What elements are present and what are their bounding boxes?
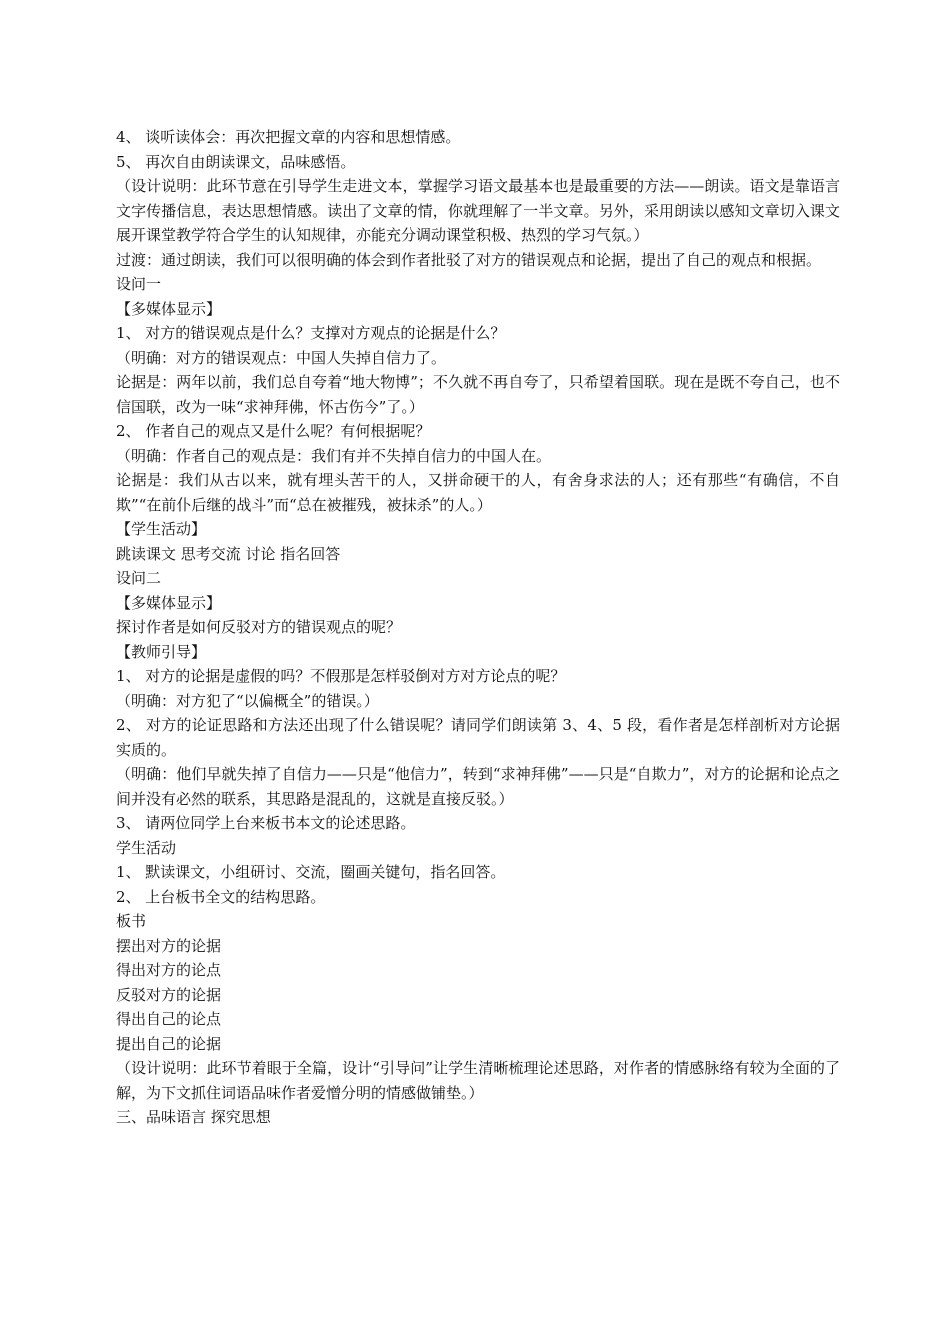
question-item: 3、 请两位同学上台来板书本文的论述思路。 (116, 814, 416, 832)
answer-line: （明确：对方的错误观点：中国人失掉自信力了。 (116, 348, 447, 367)
blackboard-label: 板书 (116, 912, 147, 930)
blackboard-step: 摆出对方的论据 (116, 936, 222, 955)
multimedia-label: 【多媒体显示】 (116, 593, 222, 612)
section-heading-part-3: 三、品味语言 探究思想 (116, 1108, 271, 1126)
question-item: 1、 对方的错误观点是什么？支撑对方观点的论据是什么？ (116, 324, 506, 342)
section-heading-question-2: 设问二 (116, 569, 162, 587)
answer-paragraph: （明确：他们早就失掉了自信力——只是“他信力”，转到“求神拜佛”——只是“自欺力”，对方的论据和论点之间并没有必然的联系，其思路是混乱的，这就是直接反驳。） (116, 765, 840, 808)
multimedia-label: 【多媒体显示】 (116, 299, 222, 318)
blackboard-step: 反驳对方的论据 (116, 985, 222, 1004)
student-activity-label: 【学生活动】 (116, 520, 207, 538)
question-item: 2、 对方的论证思路和方法还出现了什么错误呢？请同学们朗读第 3、4、5 段，看作者是怎样剖析对方论据实质的。 (116, 716, 840, 759)
activity-text: 跳读课文 思考交流 讨论 指名回答 (116, 544, 341, 563)
transition-paragraph: 过渡：通过朗读，我们可以很明确的体会到作者批驳了对方的错误观点和论据，提出了自己的观点和根据。 (116, 250, 822, 269)
student-activity-label: 学生活动 (116, 838, 177, 857)
design-note-paragraph: （设计说明：此环节意在引导学生走进文本，掌握学习语文最基本也是最重要的方法——朗读。语文是靠语言文字传播信息，表达思想情感。读出了文章的情，你就理解了一半文章。另外，采用朗读以感知文章切入课文展开课堂教学符合学生的认知规律，亦能充分调动课堂积极、热烈的学习气氛。） (116, 177, 840, 244)
design-note-paragraph: （设计说明：此环节着眼于全篇，设计“引导问”让学生清晰梳理论述思路，对作者的情感脉络有较为全面的了解，为下文抓住词语品味作者爱憎分明的情感做铺垫。） (116, 1059, 840, 1102)
answer-line: （明确：作者自己的观点是：我们有并不失掉自信力的中国人在。 (116, 446, 552, 465)
activity-item: 2、 上台板书全文的结构思路。 (116, 887, 326, 906)
blackboard-step: 提出自己的论据 (116, 1034, 222, 1053)
section-heading-question-1: 设问一 (116, 275, 162, 293)
list-item-5: 5、 再次自由朗读课文，品味感悟。 (116, 152, 356, 171)
evidence-paragraph: 论据是：我们从古以来，就有埋头苦干的人，又拼命硬干的人，有舍身求法的人；还有那些“有确信，不自欺”“在前仆后继的战斗”而“总在被摧残，被抹杀”的人。） (116, 471, 840, 514)
question-item: 1、 对方的论据是虚假的吗？不假那是怎样驳倒对方对方论点的呢？ (116, 667, 566, 685)
blackboard-step: 得出对方的论点 (116, 961, 222, 979)
answer-line: （明确：对方犯了“以偏概全”的错误。） (116, 691, 379, 710)
document-body (116, 125, 840, 1130)
evidence-paragraph: 论据是：两年以前，我们总自夸着“地大物博”；不久就不再自夸了，只希望着国联。现在是既不夸自己，也不信国联，改为一味“求神拜佛，怀古伤今”了。） (116, 373, 840, 416)
blackboard-step: 得出自己的论点 (116, 1010, 222, 1028)
list-item-4: 4、 谈听读体会：再次把握文章的内容和思想情感。 (116, 128, 461, 146)
discussion-prompt: 探讨作者是如何反驳对方的错误观点的呢？ (116, 618, 402, 636)
teacher-guidance-label: 【教师引导】 (116, 642, 207, 661)
activity-item: 1、 默读课文，小组研讨、交流，圈画关键句，指名回答。 (116, 863, 506, 881)
question-item: 2、 作者自己的观点又是什么呢？有何根据呢？ (116, 422, 431, 440)
